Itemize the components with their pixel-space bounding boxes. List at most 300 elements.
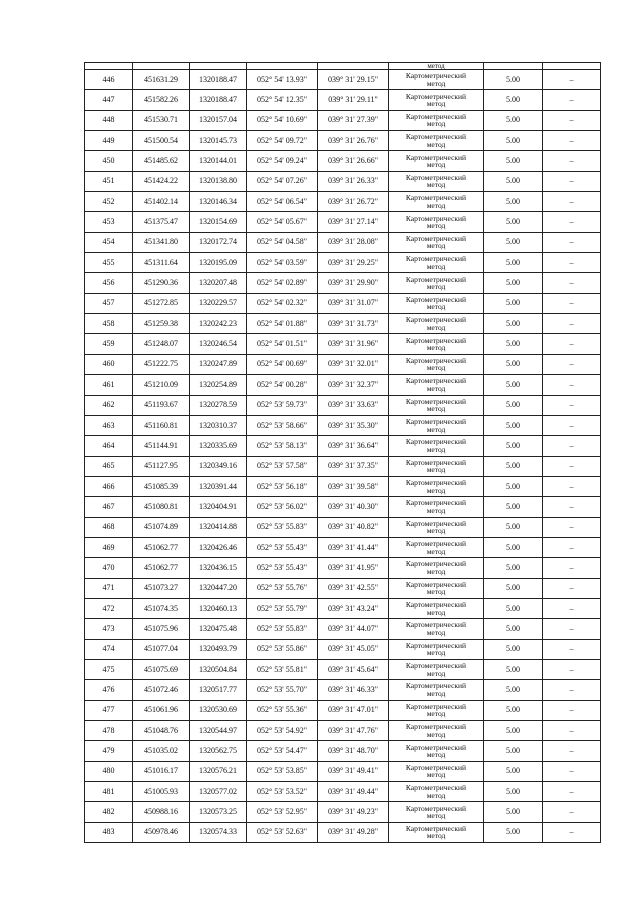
method-cell bbox=[389, 293, 484, 313]
note: – bbox=[543, 619, 601, 639]
latitude: 052° 54' 13.93" bbox=[247, 70, 318, 90]
longitude: 039° 31' 40.30" bbox=[318, 497, 389, 517]
point-number: 451 bbox=[85, 171, 133, 191]
y-coordinate: 1320207.48 bbox=[190, 273, 247, 293]
y-coordinate: 1320247.89 bbox=[190, 354, 247, 374]
longitude: 039° 31' 29.11" bbox=[318, 90, 389, 110]
point-number: 449 bbox=[85, 131, 133, 151]
longitude: 039° 31' 45.05" bbox=[318, 639, 389, 659]
method-line-2: метод bbox=[426, 302, 446, 312]
method-line-1: Картометрический bbox=[405, 355, 467, 365]
point-number: 470 bbox=[85, 558, 133, 578]
y-coordinate: 1320242.23 bbox=[190, 314, 247, 334]
accuracy: 5.00 bbox=[484, 517, 543, 537]
accuracy: 5.00 bbox=[484, 151, 543, 171]
longitude: 039° 31' 48.70" bbox=[318, 741, 389, 761]
latitude: 052° 54' 05.67" bbox=[247, 212, 318, 232]
latitude: 052° 53' 58.13" bbox=[247, 436, 318, 456]
table-row bbox=[85, 253, 601, 273]
table-row bbox=[85, 354, 601, 374]
latitude: 052° 53' 55.81" bbox=[247, 659, 318, 679]
accuracy: 5.00 bbox=[484, 375, 543, 395]
method-line-1: Картометрический bbox=[405, 559, 467, 569]
note: – bbox=[543, 354, 601, 374]
method-cell bbox=[389, 212, 484, 232]
x-coordinate: 451582.26 bbox=[133, 90, 190, 110]
longitude: 039° 31' 41.44" bbox=[318, 537, 389, 557]
method-line-2: метод bbox=[426, 465, 446, 475]
point-number: 455 bbox=[85, 253, 133, 273]
method-cell bbox=[389, 802, 484, 822]
longitude: 039° 31' 27.39" bbox=[318, 110, 389, 130]
latitude: 052° 54' 02.89" bbox=[247, 273, 318, 293]
method-line-1: Картометрический bbox=[405, 376, 467, 386]
method-cell bbox=[389, 619, 484, 639]
x-coordinate: 451210.09 bbox=[133, 375, 190, 395]
longitude: 039° 31' 37.35" bbox=[318, 456, 389, 476]
table-row bbox=[85, 517, 601, 537]
method-line-2: метод bbox=[426, 383, 446, 393]
method-cell bbox=[389, 90, 484, 110]
latitude: 052° 54' 00.69" bbox=[247, 354, 318, 374]
latitude: 052° 53' 55.76" bbox=[247, 578, 318, 598]
note: – bbox=[543, 375, 601, 395]
accuracy: 5.00 bbox=[484, 822, 543, 842]
coordinates-table bbox=[84, 62, 601, 843]
accuracy: 5.00 bbox=[484, 598, 543, 618]
point-number: 466 bbox=[85, 476, 133, 496]
x-coordinate: 451127.95 bbox=[133, 456, 190, 476]
longitude: 039° 31' 33.63" bbox=[318, 395, 389, 415]
point-number: 460 bbox=[85, 354, 133, 374]
method-line-1: Картометрический bbox=[405, 518, 467, 528]
longitude: 039° 31' 31.96" bbox=[318, 334, 389, 354]
method-line-1: Картометрический bbox=[405, 823, 467, 833]
method-cell bbox=[389, 131, 484, 151]
method-line-1: Картометрический bbox=[405, 111, 467, 121]
longitude: 039° 31' 47.01" bbox=[318, 700, 389, 720]
y-coordinate: 1320229.57 bbox=[190, 293, 247, 313]
method-line-2: метод bbox=[426, 343, 446, 353]
table-row bbox=[85, 70, 601, 90]
table-row bbox=[85, 395, 601, 415]
point-number: 457 bbox=[85, 293, 133, 313]
x-coordinate: 451074.89 bbox=[133, 517, 190, 537]
accuracy: 5.00 bbox=[484, 232, 543, 252]
table-row bbox=[85, 314, 601, 334]
latitude: 052° 53' 58.66" bbox=[247, 415, 318, 435]
note: – bbox=[543, 558, 601, 578]
y-coordinate: 1320577.02 bbox=[190, 782, 247, 802]
latitude: 052° 54' 07.26" bbox=[247, 171, 318, 191]
note: – bbox=[543, 476, 601, 496]
accuracy: 5.00 bbox=[484, 456, 543, 476]
accuracy: 5.00 bbox=[484, 680, 543, 700]
accuracy: 5.00 bbox=[484, 395, 543, 415]
accuracy: 5.00 bbox=[484, 253, 543, 273]
method-line-2: метод bbox=[426, 99, 446, 109]
method-cell bbox=[389, 232, 484, 252]
method-line-1: Картометрический bbox=[405, 274, 467, 284]
table-row bbox=[85, 598, 601, 618]
latitude: 052° 53' 59.73" bbox=[247, 395, 318, 415]
method-line-2: метод bbox=[426, 526, 446, 536]
method-line-2: метод bbox=[426, 729, 446, 739]
point-number: 458 bbox=[85, 314, 133, 334]
method-cell bbox=[389, 171, 484, 191]
method-line-1: Картометрический bbox=[405, 600, 467, 610]
x-coordinate: 451485.62 bbox=[133, 151, 190, 171]
method-line-2: метод bbox=[426, 790, 446, 800]
latitude: 052° 53' 55.36" bbox=[247, 700, 318, 720]
x-coordinate: 451193.67 bbox=[133, 395, 190, 415]
method-cell bbox=[389, 151, 484, 171]
accuracy: 5.00 bbox=[484, 354, 543, 374]
y-coordinate: 1320414.88 bbox=[190, 517, 247, 537]
longitude: 039° 31' 31.07" bbox=[318, 293, 389, 313]
table-row bbox=[85, 273, 601, 293]
y-coordinate: 1320157.04 bbox=[190, 110, 247, 130]
method-line-1: Картометрический bbox=[405, 71, 467, 81]
y-coordinate: 1320475.48 bbox=[190, 619, 247, 639]
x-coordinate: 450978.46 bbox=[133, 822, 190, 842]
note: – bbox=[543, 192, 601, 212]
longitude: 039° 31' 27.14" bbox=[318, 212, 389, 232]
y-coordinate: 1320573.25 bbox=[190, 802, 247, 822]
y-coordinate: 1320576.21 bbox=[190, 761, 247, 781]
method-line-1: Картометрический bbox=[405, 233, 467, 243]
method-cell bbox=[389, 822, 484, 842]
note: – bbox=[543, 151, 601, 171]
accuracy: 5.00 bbox=[484, 131, 543, 151]
note: – bbox=[543, 212, 601, 232]
accuracy: 5.00 bbox=[484, 110, 543, 130]
y-coordinate: 1320504.84 bbox=[190, 659, 247, 679]
x-coordinate: 451075.69 bbox=[133, 659, 190, 679]
x-coordinate: 451341.80 bbox=[133, 232, 190, 252]
longitude: 039° 31' 32.37" bbox=[318, 375, 389, 395]
point-number: 481 bbox=[85, 782, 133, 802]
method-line-2: метод bbox=[426, 811, 446, 821]
y-coordinate: 1320562.75 bbox=[190, 741, 247, 761]
y-coordinate: 1320447.20 bbox=[190, 578, 247, 598]
x-coordinate: 451085.39 bbox=[133, 476, 190, 496]
method-cell bbox=[389, 700, 484, 720]
x-coordinate: 451075.96 bbox=[133, 619, 190, 639]
method-line-2: метод bbox=[426, 566, 446, 576]
table-row bbox=[85, 639, 601, 659]
y-coordinate: 1320493.79 bbox=[190, 639, 247, 659]
y-coordinate: 1320246.54 bbox=[190, 334, 247, 354]
y-coordinate: 1320144.01 bbox=[190, 151, 247, 171]
x-coordinate: 451290.36 bbox=[133, 273, 190, 293]
point-number: 473 bbox=[85, 619, 133, 639]
point-number: 462 bbox=[85, 395, 133, 415]
x-coordinate: 451005.93 bbox=[133, 782, 190, 802]
latitude: 052° 53' 53.85" bbox=[247, 761, 318, 781]
method-line-1: Картометрический bbox=[405, 539, 467, 549]
table-row bbox=[85, 212, 601, 232]
method-line-1: Картометрический bbox=[405, 762, 467, 772]
note: – bbox=[543, 395, 601, 415]
method-cell bbox=[389, 537, 484, 557]
x-coordinate: 451077.04 bbox=[133, 639, 190, 659]
point-number: 479 bbox=[85, 741, 133, 761]
y-coordinate: 1320544.97 bbox=[190, 721, 247, 741]
method-cell bbox=[389, 639, 484, 659]
x-coordinate: 451144.91 bbox=[133, 436, 190, 456]
table-row bbox=[85, 700, 601, 720]
accuracy: 5.00 bbox=[484, 639, 543, 659]
accuracy: 5.00 bbox=[484, 314, 543, 334]
point-number: 463 bbox=[85, 415, 133, 435]
method-line-2: метод bbox=[426, 587, 446, 597]
table-row bbox=[85, 721, 601, 741]
method-cell bbox=[389, 476, 484, 496]
note: – bbox=[543, 253, 601, 273]
longitude: 039° 31' 45.64" bbox=[318, 659, 389, 679]
method-line-1: Картометрический bbox=[405, 417, 467, 427]
y-coordinate: 1320460.13 bbox=[190, 598, 247, 618]
method-line-1: Картометрический bbox=[405, 437, 467, 447]
latitude: 052° 54' 01.51" bbox=[247, 334, 318, 354]
coordinates-table-body bbox=[85, 63, 601, 843]
x-coordinate: 451074.35 bbox=[133, 598, 190, 618]
longitude: 039° 31' 43.24" bbox=[318, 598, 389, 618]
note: – bbox=[543, 680, 601, 700]
method-line-1: Картометрический bbox=[405, 742, 467, 752]
accuracy: 5.00 bbox=[484, 497, 543, 517]
accuracy: 5.00 bbox=[484, 192, 543, 212]
method-cell bbox=[389, 110, 484, 130]
x-coordinate: 451160.81 bbox=[133, 415, 190, 435]
y-coordinate: 1320254.89 bbox=[190, 375, 247, 395]
y-coordinate: 1320172.74 bbox=[190, 232, 247, 252]
method-cell bbox=[389, 497, 484, 517]
cell bbox=[318, 63, 389, 70]
method-line-2: метод bbox=[426, 180, 446, 190]
accuracy: 5.00 bbox=[484, 334, 543, 354]
method-cell bbox=[389, 578, 484, 598]
method-line-1: Картометрический bbox=[405, 722, 467, 732]
note: – bbox=[543, 700, 601, 720]
note: – bbox=[543, 232, 601, 252]
method-line-1: Картометрический bbox=[405, 335, 467, 345]
note: – bbox=[543, 171, 601, 191]
method-line-2: метод bbox=[426, 444, 446, 454]
x-coordinate: 451222.75 bbox=[133, 354, 190, 374]
longitude: 039° 31' 44.07" bbox=[318, 619, 389, 639]
method-cell bbox=[389, 334, 484, 354]
note: – bbox=[543, 802, 601, 822]
latitude: 052° 54' 04.58" bbox=[247, 232, 318, 252]
latitude: 052° 53' 54.47" bbox=[247, 741, 318, 761]
y-coordinate: 1320138.80 bbox=[190, 171, 247, 191]
accuracy: 5.00 bbox=[484, 659, 543, 679]
table-row bbox=[85, 680, 601, 700]
table-row bbox=[85, 497, 601, 517]
point-number: 472 bbox=[85, 598, 133, 618]
x-coordinate: 451259.38 bbox=[133, 314, 190, 334]
method-cell bbox=[389, 395, 484, 415]
y-coordinate: 1320146.34 bbox=[190, 192, 247, 212]
accuracy: 5.00 bbox=[484, 212, 543, 232]
point-number: 477 bbox=[85, 700, 133, 720]
longitude: 039° 31' 26.33" bbox=[318, 171, 389, 191]
method-line-2: метод bbox=[426, 750, 446, 760]
latitude: 052° 54' 09.24" bbox=[247, 151, 318, 171]
longitude: 039° 31' 49.44" bbox=[318, 782, 389, 802]
point-number: 467 bbox=[85, 497, 133, 517]
cell bbox=[85, 63, 133, 70]
method-line-1: Картометрический bbox=[405, 396, 467, 406]
table-row bbox=[85, 761, 601, 781]
y-coordinate: 1320145.73 bbox=[190, 131, 247, 151]
cell bbox=[484, 63, 543, 70]
method-line-2: метод bbox=[426, 404, 446, 414]
x-coordinate: 451062.77 bbox=[133, 558, 190, 578]
note: – bbox=[543, 293, 601, 313]
table-row bbox=[85, 741, 601, 761]
table-row bbox=[85, 171, 601, 191]
latitude: 052° 53' 56.02" bbox=[247, 497, 318, 517]
table-row bbox=[85, 415, 601, 435]
y-coordinate: 1320530.69 bbox=[190, 700, 247, 720]
x-coordinate: 451375.47 bbox=[133, 212, 190, 232]
latitude: 052° 53' 52.63" bbox=[247, 822, 318, 842]
longitude: 039° 31' 46.33" bbox=[318, 680, 389, 700]
method-line-1: Картометрический bbox=[405, 193, 467, 203]
y-coordinate: 1320349.16 bbox=[190, 456, 247, 476]
longitude: 039° 31' 36.64" bbox=[318, 436, 389, 456]
note: – bbox=[543, 497, 601, 517]
method-line-2: метод bbox=[426, 770, 446, 780]
latitude: 052° 53' 56.18" bbox=[247, 476, 318, 496]
y-coordinate: 1320517.77 bbox=[190, 680, 247, 700]
note: – bbox=[543, 741, 601, 761]
table-row bbox=[85, 558, 601, 578]
longitude: 039° 31' 49.41" bbox=[318, 761, 389, 781]
note: – bbox=[543, 517, 601, 537]
method-line-1: Картометрический bbox=[405, 213, 467, 223]
method-line-2: метод bbox=[426, 627, 446, 637]
longitude: 039° 31' 47.76" bbox=[318, 721, 389, 741]
table-row bbox=[85, 456, 601, 476]
method-line-2: метод bbox=[426, 607, 446, 617]
method-line-1: Картометрический bbox=[405, 254, 467, 264]
latitude: 052° 53' 55.79" bbox=[247, 598, 318, 618]
point-number: 482 bbox=[85, 802, 133, 822]
x-coordinate: 451311.64 bbox=[133, 253, 190, 273]
y-coordinate: 1320310.37 bbox=[190, 415, 247, 435]
longitude: 039° 31' 31.73" bbox=[318, 314, 389, 334]
accuracy: 5.00 bbox=[484, 578, 543, 598]
x-coordinate: 450988.16 bbox=[133, 802, 190, 822]
method-line-1: Картометрический bbox=[405, 803, 467, 813]
method-line-2: метод bbox=[426, 139, 446, 149]
table-row bbox=[85, 375, 601, 395]
point-number: 469 bbox=[85, 537, 133, 557]
y-coordinate: 1320278.59 bbox=[190, 395, 247, 415]
longitude: 039° 31' 40.82" bbox=[318, 517, 389, 537]
note: – bbox=[543, 721, 601, 741]
point-number: 471 bbox=[85, 578, 133, 598]
y-coordinate: 1320426.46 bbox=[190, 537, 247, 557]
longitude: 039° 31' 49.28" bbox=[318, 822, 389, 842]
accuracy: 5.00 bbox=[484, 70, 543, 90]
method-cell bbox=[389, 436, 484, 456]
latitude: 052° 54' 09.72" bbox=[247, 131, 318, 151]
note: – bbox=[543, 110, 601, 130]
y-coordinate: 1320436.15 bbox=[190, 558, 247, 578]
point-number: 452 bbox=[85, 192, 133, 212]
table-row bbox=[85, 192, 601, 212]
x-coordinate: 451402.14 bbox=[133, 192, 190, 212]
note: – bbox=[543, 70, 601, 90]
table-row bbox=[85, 476, 601, 496]
point-number: 454 bbox=[85, 232, 133, 252]
y-coordinate: 1320574.33 bbox=[190, 822, 247, 842]
point-number: 453 bbox=[85, 212, 133, 232]
method-line-2: метод bbox=[426, 241, 446, 251]
x-coordinate: 451048.76 bbox=[133, 721, 190, 741]
note: – bbox=[543, 659, 601, 679]
cell bbox=[190, 63, 247, 70]
note: – bbox=[543, 90, 601, 110]
cell bbox=[543, 63, 601, 70]
y-coordinate: 1320391.44 bbox=[190, 476, 247, 496]
method-cell bbox=[389, 375, 484, 395]
method-cell bbox=[389, 314, 484, 334]
method-line-1: Картометрический bbox=[405, 640, 467, 650]
method-cell bbox=[389, 659, 484, 679]
latitude: 052° 54' 00.28" bbox=[247, 375, 318, 395]
x-coordinate: 451080.81 bbox=[133, 497, 190, 517]
accuracy: 5.00 bbox=[484, 619, 543, 639]
table-row bbox=[85, 232, 601, 252]
latitude: 052° 54' 10.69" bbox=[247, 110, 318, 130]
latitude: 052° 54' 06.54" bbox=[247, 192, 318, 212]
note: – bbox=[543, 436, 601, 456]
table-row bbox=[85, 802, 601, 822]
method-cell bbox=[389, 415, 484, 435]
point-number: 465 bbox=[85, 456, 133, 476]
latitude: 052° 53' 55.43" bbox=[247, 558, 318, 578]
method-cell bbox=[389, 782, 484, 802]
latitude: 052° 53' 55.70" bbox=[247, 680, 318, 700]
longitude: 039° 31' 29.90" bbox=[318, 273, 389, 293]
table-row bbox=[85, 293, 601, 313]
point-number: 461 bbox=[85, 375, 133, 395]
table-row bbox=[85, 537, 601, 557]
method-cell bbox=[389, 761, 484, 781]
method-line-1: Картометрический bbox=[405, 701, 467, 711]
method-cell bbox=[389, 273, 484, 293]
point-number: 450 bbox=[85, 151, 133, 171]
latitude: 052° 53' 55.43" bbox=[247, 537, 318, 557]
y-coordinate: 1320335.69 bbox=[190, 436, 247, 456]
note: – bbox=[543, 598, 601, 618]
method-line-2: метод bbox=[426, 282, 446, 292]
y-coordinate: 1320404.91 bbox=[190, 497, 247, 517]
method-line-2: метод bbox=[426, 485, 446, 495]
x-coordinate: 451631.29 bbox=[133, 70, 190, 90]
method-cell bbox=[389, 70, 484, 90]
method-line-2: метод bbox=[426, 160, 446, 170]
point-number: 476 bbox=[85, 680, 133, 700]
method-line-1: Картометрический bbox=[405, 132, 467, 142]
x-coordinate: 451016.17 bbox=[133, 761, 190, 781]
